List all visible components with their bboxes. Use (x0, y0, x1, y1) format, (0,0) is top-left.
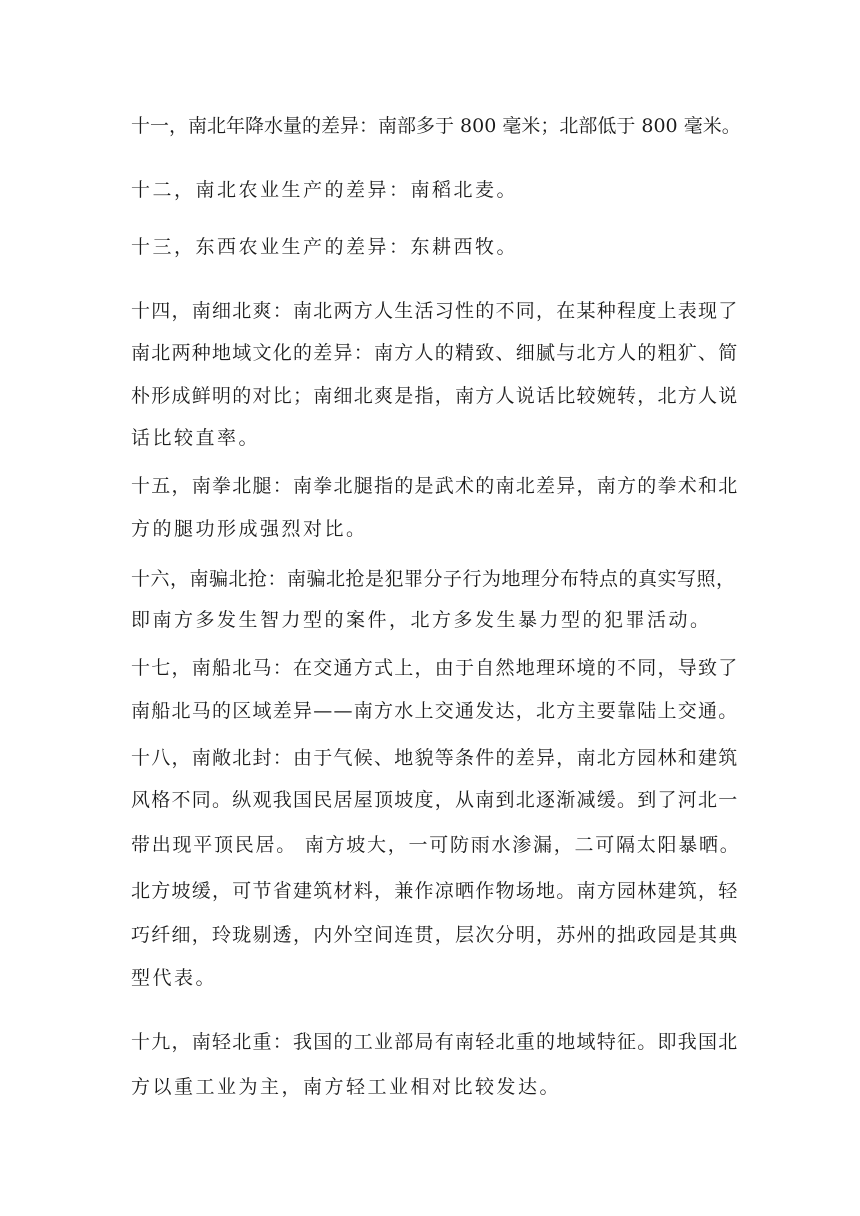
section-19-line-1: 十九，南轻北重：我国的工业部局有南轻北重的地域特征。即我国北 (131, 1031, 739, 1053)
section-16-line-2: 即南方多发生智力型的案件，北方多发生暴力型的犯罪活动。 (131, 609, 712, 631)
section-13-line-1: 十三，东西农业生产的差异：东耕西牧。 (131, 236, 519, 258)
section-18-line-4: 北方坡缓，可节省建筑材料，兼作凉晒作物场地。南方园林建筑，轻 (131, 880, 739, 902)
section-18-line-1: 十八，南敞北封：由于气候、地貌等条件的差异，南北方园林和建筑 (131, 747, 739, 769)
section-15-line-2: 方的腿功形成强烈对比。 (131, 518, 368, 540)
section-15-line-1: 十五，南拳北腿：南拳北腿指的是武术的南北差异，南方的拳术和北 (131, 475, 739, 497)
section-14-line-4: 话比较直率。 (131, 427, 261, 449)
section-16-line-1: 十六，南骗北抢：南骗北抢是犯罪分子行为地理分布特点的真实写照， (131, 568, 736, 590)
section-14-line-1: 十四，南细北爽：南北两方人生活习性的不同，在某种程度上表现了 (131, 300, 739, 322)
section-14-line-3: 朴形成鲜明的对比；南细北爽是指，南方人说话比较婉转，北方人说 (131, 385, 739, 407)
section-19-line-2: 方以重工业为主，南方轻工业相对比较发达。 (131, 1076, 562, 1098)
section-17-line-2: 南船北马的区域差异——南方水上交通发达，北方主要靠陆上交通。 (131, 700, 739, 722)
section-18-line-2: 风格不同。纵观我国民居屋顶坡度，从南到北逐渐减缓。到了河北一 (131, 789, 739, 811)
section-14-line-2: 南北两种地域文化的差异：南方人的精致、细腻与北方人的粗犷、简 (131, 342, 739, 364)
section-18-line-5: 巧纤细，玲珑剔透，内外空间连贯，层次分明，苏州的拙政园是其典 (131, 924, 739, 946)
section-18-line-3: 带出现平顶民居。 南方坡大，一可防雨水渗漏，二可隔太阳暴晒。 (131, 834, 741, 856)
section-11-line-1: 十一，南北年降水量的差异：南部多于 800 毫米；北部低于 800 毫米。 (131, 115, 741, 137)
section-18-line-6: 型代表。 (131, 967, 218, 989)
section-12-line-1: 十二，南北农业生产的差异：南稻北麦。 (131, 179, 519, 201)
section-17-line-1: 十七，南船北马：在交通方式上，由于自然地理环境的不同，导致了 (131, 657, 739, 679)
